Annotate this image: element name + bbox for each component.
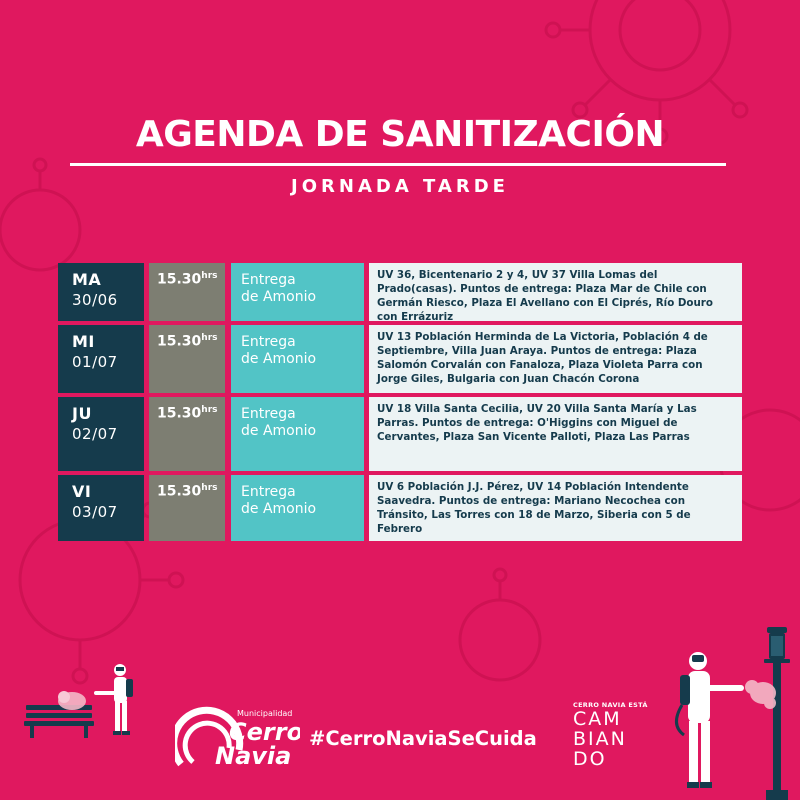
activity-line2: de Amonio bbox=[241, 289, 317, 305]
schedule-row bbox=[58, 263, 742, 321]
day-date: 30/06 bbox=[72, 291, 118, 309]
day-name: MA bbox=[72, 270, 102, 289]
activity-line2: de Amonio bbox=[241, 501, 317, 517]
schedule-row bbox=[58, 475, 742, 541]
schedule-row bbox=[58, 325, 742, 393]
day-cell bbox=[58, 475, 144, 541]
activity-line2: de Amonio bbox=[241, 351, 317, 367]
time-cell bbox=[149, 397, 225, 471]
day-cell bbox=[58, 263, 144, 321]
slogan-line2: BIAN bbox=[573, 728, 627, 750]
time-value: 15.30 bbox=[157, 271, 202, 288]
activity-cell bbox=[231, 325, 364, 393]
time-suffix: hrs bbox=[201, 333, 218, 343]
time-suffix: hrs bbox=[201, 483, 218, 493]
activity-line1: Entrega bbox=[241, 334, 296, 350]
activity-cell bbox=[231, 263, 364, 321]
description-cell: UV 6 Población J.J. Pérez, UV 14 Población Intendente Saavedra. Puntos de entrega: Mariano Necochea con Tránsito, Las Torres con 18 de Marzo, Siberia con 5 de Febrero bbox=[369, 475, 742, 541]
slogan-line1: CAM bbox=[573, 708, 622, 730]
activity-line1: Entrega bbox=[241, 272, 296, 288]
day-date: 03/07 bbox=[72, 503, 118, 521]
logo-line1: Cerro bbox=[229, 718, 300, 746]
description-cell: UV 13 Población Herminda de La Victoria, Población 4 de Septiembre, Villa Juan Araya. Puntos de entrega: Plaza Salomón Corvalán con Fanaloza, Plaza Violeta Parra con Jorge Giles, Bulgaria con Juan Chacón Corona bbox=[369, 325, 742, 393]
logo-emblem-icon bbox=[175, 702, 300, 772]
slogan-block bbox=[573, 701, 648, 769]
time-cell bbox=[149, 325, 225, 393]
schedule-row bbox=[58, 397, 742, 471]
page-title: AGENDA DE SANITIZACIÓN bbox=[135, 114, 665, 155]
slogan-small: CERRO NAVIA ESTÁ bbox=[573, 701, 648, 709]
description-cell: UV 18 Villa Santa Cecilia, UV 20 Villa Santa María y Las Parras. Puntos de entrega: O'Higgins con Miguel de Cervantes, Plaza San Vicente Palloti, Plaza Las Parras bbox=[369, 397, 742, 471]
day-date: 01/07 bbox=[72, 353, 118, 371]
time-cell bbox=[149, 263, 225, 321]
activity-line2: de Amonio bbox=[241, 423, 317, 439]
time-value: 15.30 bbox=[157, 483, 202, 500]
activity-cell bbox=[231, 397, 364, 471]
cerro-navia-logo bbox=[175, 702, 300, 776]
sanitizer-worker-bench-illustration bbox=[20, 655, 150, 745]
activity-cell bbox=[231, 475, 364, 541]
day-cell bbox=[58, 325, 144, 393]
slogan-line3: DO bbox=[573, 748, 607, 770]
time-cell bbox=[149, 475, 225, 541]
day-cell bbox=[58, 397, 144, 471]
hashtag-text: #CerroNaviaSeCuida bbox=[309, 727, 537, 750]
day-name: VI bbox=[72, 482, 92, 501]
page-subtitle: JORNADA TARDE bbox=[291, 176, 509, 197]
sanitizer-worker-lamp-illustration bbox=[660, 625, 798, 800]
time-value: 15.30 bbox=[157, 333, 202, 350]
time-value: 15.30 bbox=[157, 405, 202, 422]
time-suffix: hrs bbox=[201, 405, 218, 415]
title-underline bbox=[70, 163, 726, 166]
day-date: 02/07 bbox=[72, 425, 118, 443]
day-name: MI bbox=[72, 332, 95, 351]
day-name: JU bbox=[72, 404, 92, 423]
activity-line1: Entrega bbox=[241, 406, 296, 422]
logo-small-text: Municipalidad bbox=[237, 709, 293, 718]
description-cell: UV 36, Bicentenario 2 y 4, UV 37 Villa Lomas del Prado(casas). Puntos de entrega: Plaza Mar de Chile con Germán Riesco, Plaza El Avellano con El Ciprés, Río Douro con Errázuriz bbox=[369, 263, 742, 321]
activity-line1: Entrega bbox=[241, 484, 296, 500]
time-suffix: hrs bbox=[201, 271, 218, 281]
logo-line2: Navia bbox=[215, 742, 292, 770]
